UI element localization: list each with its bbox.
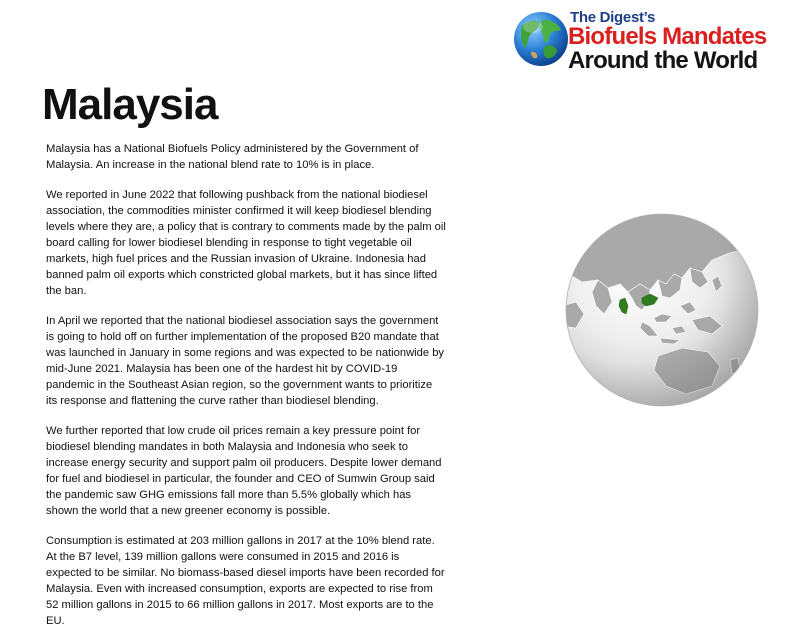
- page-title: Malaysia: [42, 80, 218, 129]
- logo-line-mandates: Biofuels Mandates: [568, 23, 767, 50]
- logo-line-world: Around the World: [568, 47, 758, 74]
- paragraph-april: In April we reported that the national biodiesel association says the government is going to hold off on further implementation of the proposed B20 mandate that was launched in January in some regions and was expected to be nationwide by mid-June 2021. Malaysia has been one of the hardest hit by COVID-19 pandemic in the Southeast Asian region, so the government wants to prioritize its response and flattening the curve rather than biodiesel blending.: [46, 315, 445, 407]
- globe-icon: [512, 10, 570, 68]
- paragraph-june-2022: We reported in June 2022 that following pushback from the national biodiesel association, the commodities minister confirmed it will keep biodiesel blending levels where they are, a policy that is contrary to comments made by the palm oil board calling for lower biodiesel blending in response to tight vegetable oil markets, high fuel prices and the Russian invasion of Ukraine. Indonesia had banned palm oil exports which constricted global markets, but it has since lifted the ban.: [46, 189, 446, 297]
- logo-line-digest: The Digest’s: [570, 9, 656, 26]
- article-body: [46, 141, 446, 643]
- paragraph-consumption: Consumption is estimated at 203 million gallons in 2017 at the 10% blend rate. At the B7 level, 139 million gallons were consumed in 2015 and 2016 is expected to be similar. No biomass-based diesel imports have been recorded for Malaysia. Even with increased consumption, exports are expected to rise from 52 million gallons in 2015 to 66 million gallons in 2017. Most exports are to the EU.: [46, 535, 445, 627]
- paragraph-crude-oil: We further reported that low crude oil prices remain a key pressure point for biodiesel blending mandates in both Malaysia and Indonesia who seek to increase energy security and support palm oil producers. Despite lower demand for fuel and biodiesel in particular, the founder and CEO of Sumwin Group said the pandemic saw GHG emissions fall more than 5.5% globally which has shown the world that a new greener economy is possible.: [46, 425, 442, 517]
- logo-text: [568, 10, 792, 73]
- paragraph-policy: Malaysia has a National Biofuels Policy administered by the Government of Malaysia. An increase in the national blend rate to 10% is in place.: [46, 143, 419, 171]
- digest-logo: [512, 10, 792, 72]
- malaysia-locator-globe: [562, 210, 762, 410]
